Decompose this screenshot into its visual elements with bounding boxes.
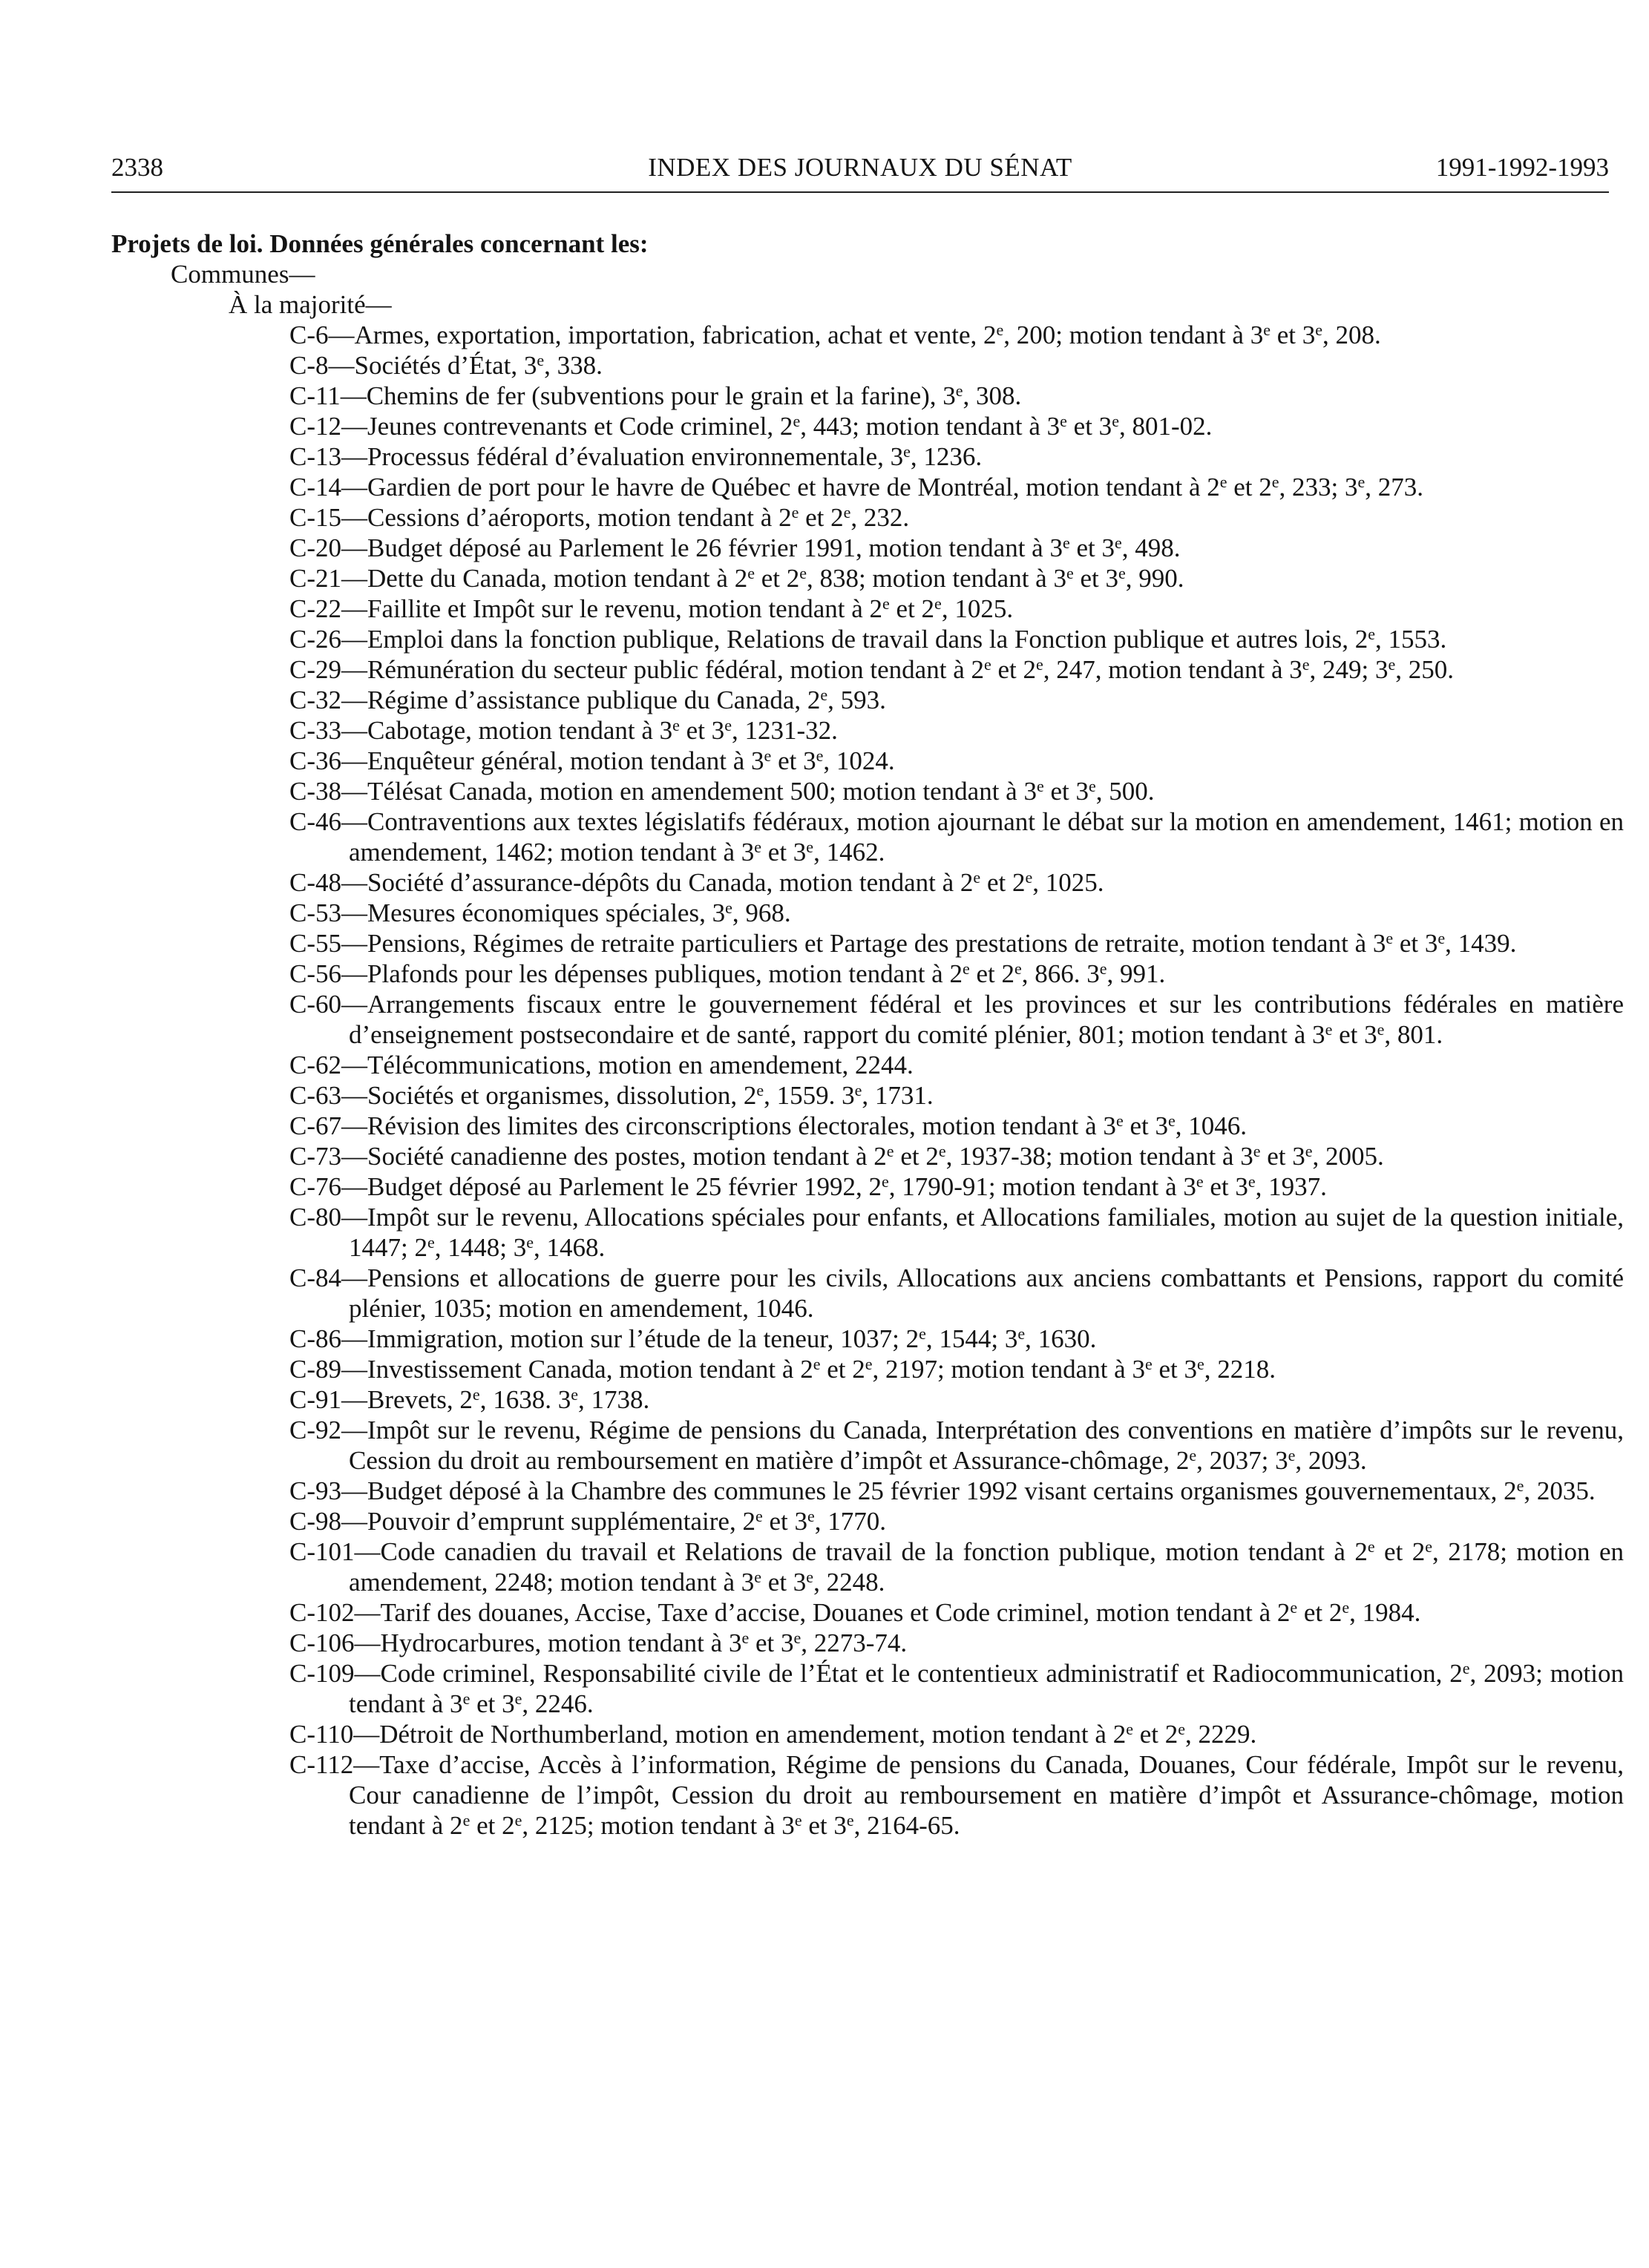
bill-entry: C-20—Budget déposé au Parlement le 26 février 1991, motion tendant à 3e et 3e, 498. xyxy=(289,533,1181,562)
page-number: 2338 xyxy=(111,153,163,182)
bill-entry: C-48—Société d’assurance-dépôts du Canada, motion tendant à 2e et 2e, 1025. xyxy=(289,868,1104,897)
bill-entry: C-62—Télécommunications, motion en amendement, 2244. xyxy=(289,1051,914,1079)
bill-entry: C-33—Cabotage, motion tendant à 3e et 3e, 1231-32. xyxy=(289,716,838,745)
running-head xyxy=(111,151,1609,184)
bill-entry: C-102—Tarif des douanes, Accise, Taxe d’accise, Douanes et Code criminel, motion tendant à 2e et 2e, 1984. xyxy=(289,1598,1421,1627)
bill-entry: C-14—Gardien de port pour le havre de Québec et havre de Montréal, motion tendant à 2e et 2e, 233; 3e, 273. xyxy=(289,473,1424,502)
bill-entry: C-8—Sociétés d’État, 3e, 338. xyxy=(289,351,603,380)
bill-entry: C-80—Impôt sur le revenu, Allocations spéciales pour enfants, et Allocations familiales, motion au sujet de la question initiale, 1447; 2e, 1448; 3e, 1468. xyxy=(289,1203,1624,1262)
bill-entry-list xyxy=(111,320,1624,1841)
bill-entry: C-15—Cessions d’aéroports, motion tendant à 2e et 2e, 232. xyxy=(289,503,910,532)
section-title: Projets de loi. Données générales concernant les: xyxy=(111,229,649,258)
bill-entry: C-67—Révision des limites des circonscriptions électorales, motion tendant à 3e et 3e, 1046. xyxy=(289,1111,1247,1140)
bill-entry: C-53—Mesures économiques spéciales, 3e, 968. xyxy=(289,898,791,927)
bill-entry: C-73—Société canadienne des postes, motion tendant à 2e et 2e, 1937-38; motion tendant à 3e et 3e, 2005. xyxy=(289,1142,1384,1171)
bill-entry: C-32—Régime d’assistance publique du Canada, 2e, 593. xyxy=(289,686,886,714)
years-range: 1991-1992-1993 xyxy=(1435,153,1609,182)
bill-entry: C-46—Contraventions aux textes législatifs fédéraux, motion ajournant le débat sur la motion en amendement, 1461; motion en amendement, 1462; motion tendant à 3e et 3e, 1462. xyxy=(289,807,1624,867)
bill-entry: C-38—Télésat Canada, motion en amendement 500; motion tendant à 3e et 3e, 500. xyxy=(289,777,1155,806)
bill-entry: C-11—Chemins de fer (subventions pour le grain et la farine), 3e, 308. xyxy=(289,381,1022,410)
bill-entry: C-98—Pouvoir d’emprunt supplémentaire, 2e et 3e, 1770. xyxy=(289,1507,886,1536)
bill-entry: C-89—Investissement Canada, motion tendant à 2e et 2e, 2197; motion tendant à 3e et 3e, 2218. xyxy=(289,1355,1276,1384)
bill-entry: C-6—Armes, exportation, importation, fabrication, achat et vente, 2e, 200; motion tendant à 3e et 3e, 208. xyxy=(289,321,1381,349)
bill-entry: C-21—Dette du Canada, motion tendant à 2e et 2e, 838; motion tendant à 3e et 3e, 990. xyxy=(289,564,1184,593)
bill-entry: C-55—Pensions, Régimes de retraite particuliers et Partage des prestations de retraite, motion tendant à 3e et 3e, 1439. xyxy=(289,929,1517,958)
bill-entry: C-86—Immigration, motion sur l’étude de la teneur, 1037; 2e, 1544; 3e, 1630. xyxy=(289,1324,1097,1353)
bill-entry: C-36—Enquêteur général, motion tendant à 3e et 3e, 1024. xyxy=(289,746,895,775)
bill-entry: C-76—Budget déposé au Parlement le 25 février 1992, 2e, 1790-91; motion tendant à 3e et 3e, 1937. xyxy=(289,1172,1327,1201)
bill-entry: C-13—Processus fédéral d’évaluation environnementale, 3e, 1236. xyxy=(289,442,983,471)
subheading-communes: Communes— xyxy=(171,260,315,289)
bill-entry: C-63—Sociétés et organismes, dissolution, 2e, 1559. 3e, 1731. xyxy=(289,1081,934,1110)
bill-entry: C-92—Impôt sur le revenu, Régime de pensions du Canada, Interprétation des conventions en matière d’impôts sur le revenu, Cession du droit au remboursement en matière d’impôt et Assurance-chômage, 2e, 2037; 3e, 2093. xyxy=(289,1416,1624,1475)
bill-entry: C-60—Arrangements fiscaux entre le gouvernement fédéral et les provinces et sur les contributions fédérales en matière d’enseignement postsecondaire et de santé, rapport du comité plénier, 801; motion tendant à 3e et 3e, 801. xyxy=(289,990,1624,1049)
bill-entry: C-112—Taxe d’accise, Accès à l’information, Régime de pensions du Canada, Douanes, Cour fédérale, Impôt sur le revenu, Cour canadienne de l’impôt, Cession du droit au remboursement en matière d’impôt et Assurance-chômage, motion tendant à 2e et 2e, 2125; motion tendant à 3e et 3e, 2164-65. xyxy=(289,1750,1624,1840)
bill-entry: C-110—Détroit de Northumberland, motion en amendement, motion tendant à 2e et 2e, 2229. xyxy=(289,1720,1257,1749)
bill-entry: C-56—Plafonds pour les dépenses publiques, motion tendant à 2e et 2e, 866. 3e, 991. xyxy=(289,959,1166,988)
header-rule xyxy=(111,191,1609,193)
running-title: INDEX DES JOURNAUX DU SÉNAT xyxy=(648,153,1072,182)
bill-entry: C-22—Faillite et Impôt sur le revenu, motion tendant à 2e et 2e, 1025. xyxy=(289,594,1014,623)
index-content xyxy=(111,229,1624,1841)
bill-entry: C-91—Brevets, 2e, 1638. 3e, 1738. xyxy=(289,1385,650,1414)
bill-entry: C-101—Code canadien du travail et Relations de travail de la fonction publique, motion tendant à 2e et 2e, 2178; motion en amendement, 2248; motion tendant à 3e et 3e, 2248. xyxy=(289,1537,1624,1597)
bill-entry: C-93—Budget déposé à la Chambre des communes le 25 février 1992 visant certains organismes gouvernementaux, 2e, 2035. xyxy=(289,1476,1596,1505)
bill-entry: C-12—Jeunes contrevenants et Code criminel, 2e, 443; motion tendant à 3e et 3e, 801-02. xyxy=(289,412,1213,441)
bill-entry: C-26—Emploi dans la fonction publique, Relations de travail dans la Fonction publique et autres lois, 2e, 1553. xyxy=(289,625,1447,654)
bill-entry: C-29—Rémunération du secteur public fédéral, motion tendant à 2e et 2e, 247, motion tendant à 3e, 249; 3e, 250. xyxy=(289,655,1455,684)
bill-entry: C-106—Hydrocarbures, motion tendant à 3e et 3e, 2273-74. xyxy=(289,1628,908,1657)
subheading-majorite: À la majorité— xyxy=(229,290,392,319)
bill-entry: C-109—Code criminel, Responsabilité civile de l’État et le contentieux administratif et Radiocommunication, 2e, 2093; motion tendant à 3e et 3e, 2246. xyxy=(289,1659,1624,1718)
bill-entry: C-84—Pensions et allocations de guerre pour les civils, Allocations aux anciens combattants et Pensions, rapport du comité plénier, 1035; motion en amendement, 1046. xyxy=(289,1263,1624,1323)
